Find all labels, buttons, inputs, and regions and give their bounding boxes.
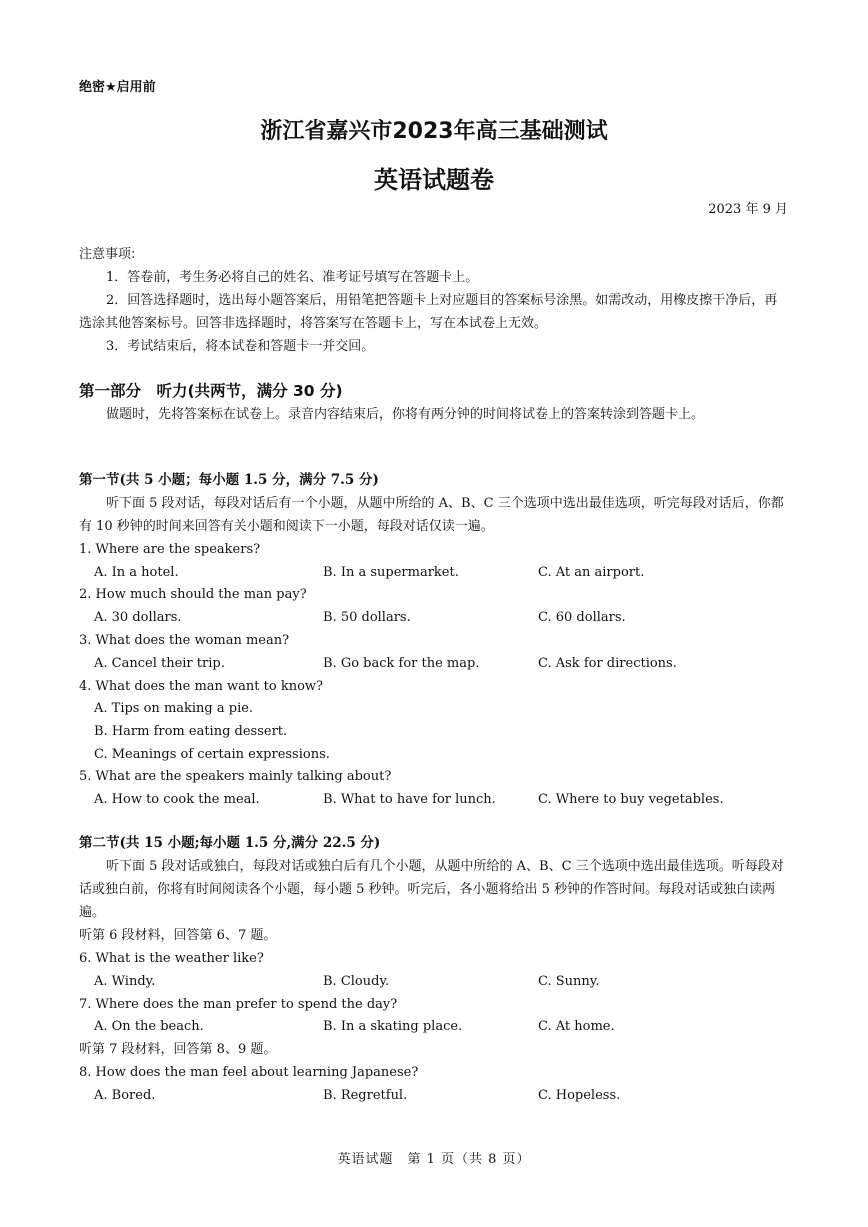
option-a: A. Cancel their trip.: [94, 656, 225, 671]
option-c: C. Meanings of certain expressions.: [94, 747, 330, 762]
section2-block: [79, 832, 789, 947]
option-b: B. In a supermarket.: [323, 565, 459, 580]
question-4: 4. What does the man want to know?: [79, 679, 323, 694]
question-6: 6. What is the weather like?: [79, 951, 264, 966]
material-7-instruction: 听第 7 段材料，回答第 8、9 题。: [79, 1042, 277, 1057]
question-8: 8. How does the man feel about learning Japanese?: [79, 1065, 419, 1080]
option-c: C. Hopeless.: [538, 1088, 621, 1103]
option-a: A. Tips on making a pie.: [94, 701, 254, 716]
option-b: B. 50 dollars.: [323, 610, 411, 625]
part1-intro: 做题时，先将答案标在试卷上。录音内容结束后，你将有两分钟的时间将试卷上的答案转涂到答题卡上。: [106, 407, 705, 422]
exam-subtitle: 英语试题卷: [374, 166, 494, 194]
page-footer: 英语试题 第 1 页（共 8 页）: [337, 1152, 531, 1167]
part1-block: [79, 379, 789, 426]
option-a: A. Bored.: [94, 1088, 156, 1103]
notes-block: [79, 243, 789, 358]
option-a: A. 30 dollars.: [94, 610, 182, 625]
question-2: 2. How much should the man pay?: [79, 587, 307, 602]
question-7: 7. Where does the man prefer to spend the day?: [79, 997, 398, 1012]
section1-intro: 听下面 5 段对话，每段对话后有一个小题，从题中所给的 A、B、C 三个选项中选出最佳选项，听完每段对话后，你都有 10 秒钟的时间来回答有关小题和阅读下一小题，每段对话仅读一遍。: [79, 496, 784, 534]
option-c: C. At an airport.: [538, 565, 645, 580]
material-6-instruction: 听第 6 段材料，回答第 6、7 题。: [79, 928, 277, 943]
section2-heading: 第二节(共 15 小题;每小题 1.5 分,满分 22.5 分): [79, 835, 381, 851]
option-c: C. At home.: [538, 1019, 615, 1034]
note-item: 1．答卷前，考生务必将自己的姓名、准考证号填写在答题卡上。: [106, 270, 479, 285]
question-1: 1. Where are the speakers?: [79, 542, 261, 557]
section2-intro: 听下面 5 段对话或独白，每段对话或独白后有几个小题，从题中所给的 A、B、C 三个选项中选出最佳选项。听每段对话或独白前，你将有时间阅读各个小题，每小题 5 秒钟。听完后，各小题将给出 5 秒钟的作答时间。每段对话或独白读两遍。: [79, 859, 784, 920]
part1-heading: 第一部分 听力(共两节，满分 30 分): [79, 382, 343, 400]
option-b: B. Regretful.: [323, 1088, 408, 1103]
option-b: B. What to have for lunch.: [323, 792, 496, 807]
option-a: A. In a hotel.: [94, 565, 179, 580]
notes-heading: 注意事项:: [79, 247, 136, 262]
option-c: C. Where to buy vegetables.: [538, 792, 724, 807]
question-5: 5. What are the speakers mainly talking about?: [79, 769, 392, 784]
option-a: A. How to cook the meal.: [94, 792, 260, 807]
note-item: 2．回答选择题时，选出每小题答案后，用铅笔把答题卡上对应题目的答案标号涂黑。如需改动，用橡皮擦干净后，再选涂其他答案标号。回答非选择题时，将答案写在答题卡上，写在本试卷上无效。: [79, 293, 778, 331]
option-c: C. Sunny.: [538, 974, 600, 989]
option-b: B. Harm from eating dessert.: [94, 724, 288, 739]
confidential-label: 绝密★启用前: [79, 80, 156, 95]
option-b: B. Go back for the map.: [323, 656, 480, 671]
exam-title: 浙江省嘉兴市2023年高三基础测试: [260, 119, 608, 144]
option-b: B. In a skating place.: [323, 1019, 463, 1034]
option-a: A. On the beach.: [94, 1019, 204, 1034]
note-item: 3．考试结束后，将本试卷和答题卡一并交回。: [106, 339, 375, 354]
exam-date: 2023 年 9 月: [708, 202, 788, 217]
question-3: 3. What does the woman mean?: [79, 633, 290, 648]
option-c: C. 60 dollars.: [538, 610, 626, 625]
option-c: C. Ask for directions.: [538, 656, 677, 671]
section1-block: [79, 469, 789, 538]
section1-heading: 第一节(共 5 小题；每小题 1.5 分，满分 7.5 分): [79, 472, 379, 488]
option-b: B. Cloudy.: [323, 974, 390, 989]
option-a: A. Windy.: [94, 974, 156, 989]
